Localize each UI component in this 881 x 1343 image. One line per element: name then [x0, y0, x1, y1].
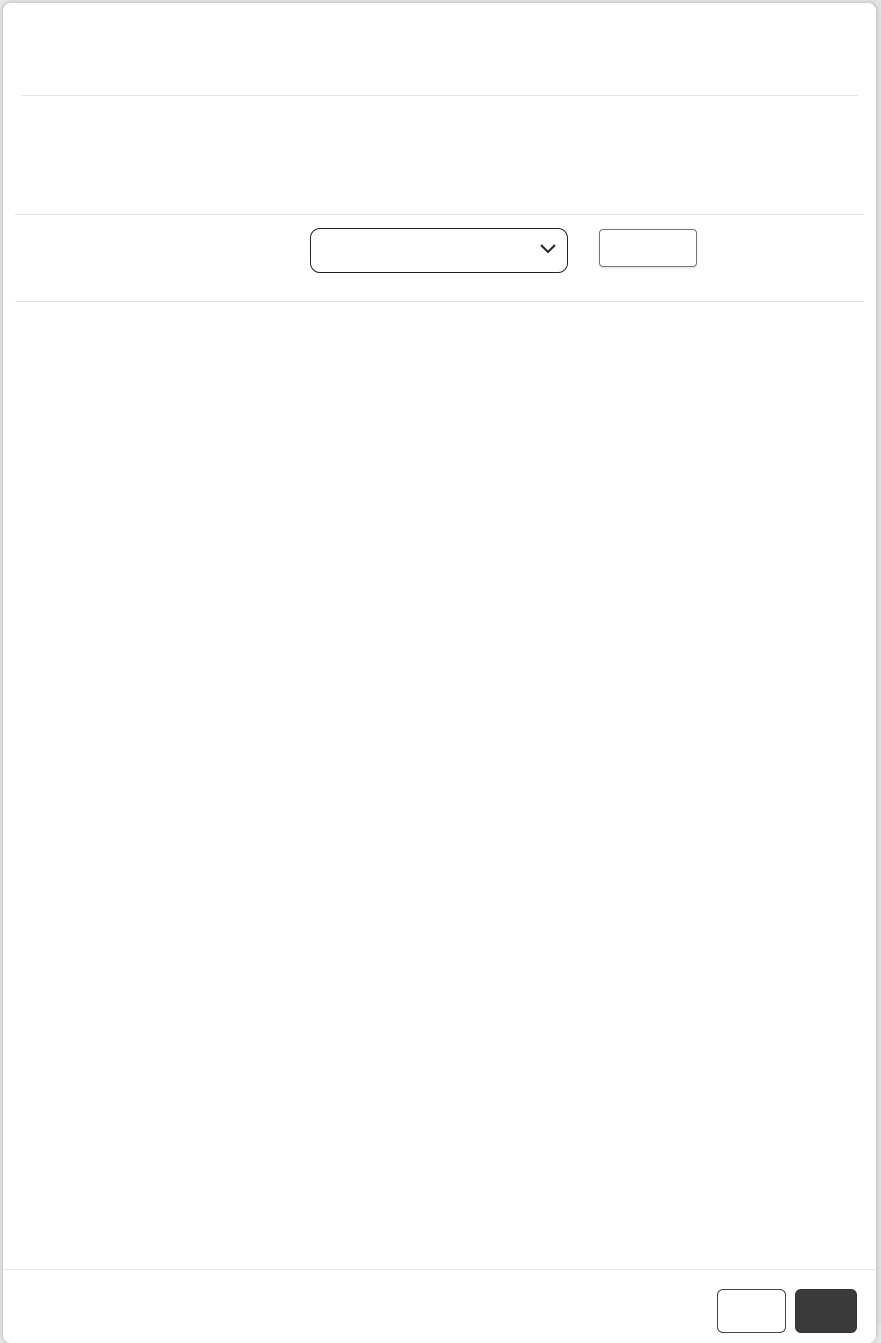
section-divider: [15, 214, 864, 215]
section-divider: [15, 301, 864, 302]
save-button[interactable]: [795, 1289, 857, 1333]
tax-code-modal: [3, 3, 876, 1343]
footer-divider: [3, 1269, 876, 1270]
chevron-down-icon: [539, 243, 557, 255]
set-to-all-button[interactable]: [599, 229, 697, 267]
set-all-tax-select[interactable]: [310, 228, 568, 273]
title-divider: [21, 95, 858, 96]
close-button[interactable]: [717, 1289, 786, 1333]
